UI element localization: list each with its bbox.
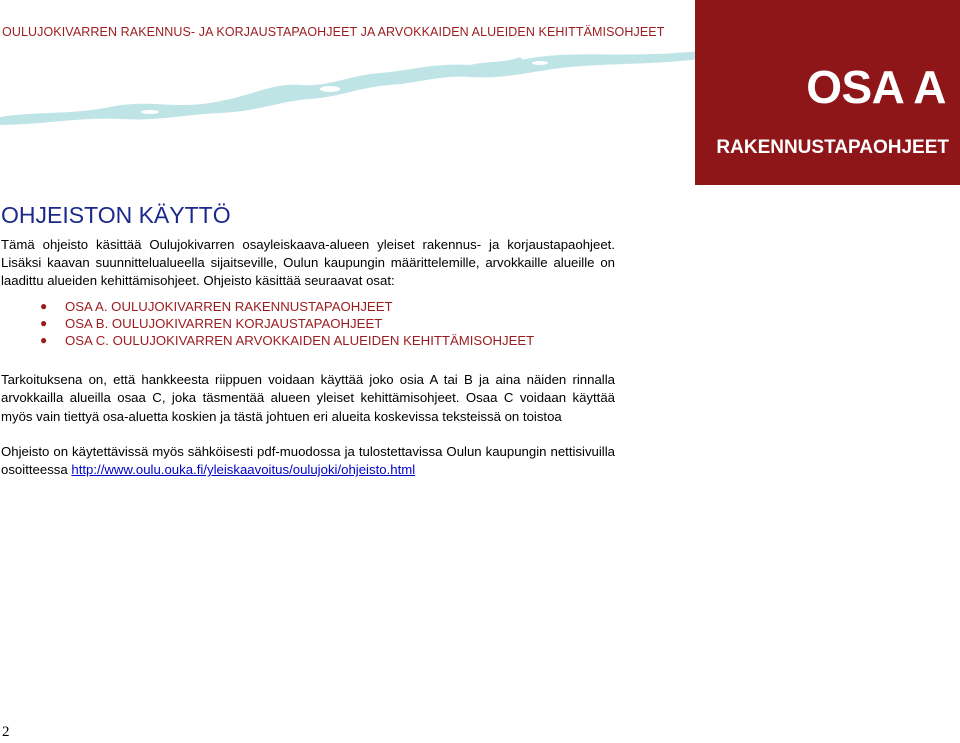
bullet-icon: ● [40,333,48,348]
availability-paragraph: Ohjeisto on käytettävissä myös sähköisesti pdf-muodossa ja tulostettavissa Oulun kaupungin nettisivuilla osoitteessa http://www.oulu.ouka.fi/yleiskaavoitus/oulujoki/ohjeisto.html [1,443,615,478]
list-item: ● OSA C. OULUJOKIVARREN ARVOKKAIDEN ALUEIDEN KEHITTÄMISOHJEET [40,333,535,349]
document-header-title: OULUJOKIVARREN RAKENNUS- JA KORJAUSTAPAOHJEET JA ARVOKKAIDEN ALUEIDEN KEHITTÄMISOHJEET [2,25,665,39]
intro-paragraph: Tämä ohjeisto käsittää Oulujokivarren osayleiskaava-alueen yleiset rakennus- ja korjaustapaohjeet. Lisäksi kaavan suunnittelualueella sijaitseville, Oulun kaupungin määrittelemille, arvokkaille alueille on laadittu alueiden kehittämisohjeet. Ohjeisto käsittää seuraavat osat: [1,237,615,289]
section-heading: OHJEISTON KÄYTTÖ [1,202,231,228]
purpose-paragraph: Tarkoituksena on, että hankkeesta riippuen voidaan käyttää joko osia A tai B ja aina näiden rinnalla arvokkailla alueilla osaa C, joka täsmentää alueen yleiset kehittämisohjeet. Osaa C voidaan käyttää myös vain tiettyä osa-aluetta koskien ja tästä johtuen eri alueita koskevissa teksteissä on toistoa [1,372,615,424]
part-badge [695,0,960,185]
list-item: ● OSA A. OULUJOKIVARREN RAKENNUSTAPAOHJEET [40,298,393,314]
bullet-icon: ● [40,315,48,330]
bullet-icon: ● [40,298,48,313]
river-illustration [0,45,700,125]
part-badge-title: OSA A [806,61,946,113]
parts-list [1,298,615,350]
part-badge-subtitle: RAKENNUSTAPAOHJEET [716,137,949,158]
guide-link[interactable]: http://www.oulu.ouka.fi/yleiskaavoitus/oulujoki/ohjeisto.html [71,462,416,478]
list-item: ● OSA B. OULUJOKIVARREN KORJAUSTAPAOHJEET [40,315,383,331]
page-number: 2 [2,724,10,740]
section-body [1,236,615,479]
